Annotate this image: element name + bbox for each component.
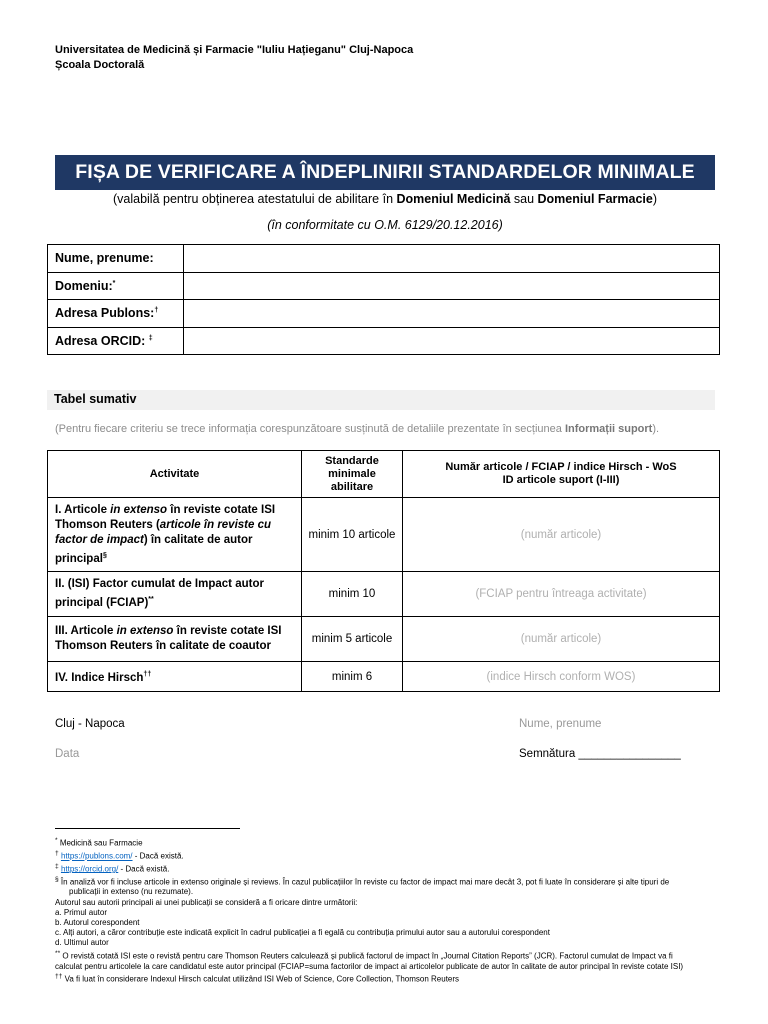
footnote-authors: Autorul sau autorii principali ai unei publicații se consideră a fi oricare dintre următorii:	[55, 897, 358, 907]
field-label-domain	[48, 272, 184, 300]
label-text: Adresa Publons:	[55, 306, 155, 321]
publons-field[interactable]	[184, 300, 720, 328]
table-row	[48, 245, 720, 273]
activity-text: in extenso	[116, 625, 174, 637]
footnote-mark: *	[112, 279, 116, 287]
header-activity: Activitate	[48, 451, 302, 498]
subtitle	[55, 192, 715, 206]
activity-text: I. Articole	[55, 503, 111, 516]
footnote-mark: *	[55, 837, 58, 844]
subtitle-text: sau	[510, 192, 538, 206]
header-standard: Standarde minimale abilitare	[302, 451, 403, 498]
activity-text: in extenso	[110, 503, 168, 516]
footnote-mark: ‡	[148, 334, 153, 342]
footnote-text: Va fi luat în considerare Indexul Hirsch calculat utilizând ISI Web of Science, Core Collection, Thomson Reuters	[62, 974, 460, 984]
footnote-author-b: b. Autorul corespondent	[55, 918, 140, 928]
table-row	[48, 617, 720, 662]
footnote-author-c: c. Alți autori, a căror contribuție este indicată explicit în cadrul publicației a fi egală cu contribuția primului autor sau a autorului corespondent	[55, 928, 550, 938]
activity-cell	[48, 617, 302, 662]
label-text: Adresa ORCID:	[55, 333, 149, 348]
activity-text: II. (ISI) Factor cumulat de Impact autor principal (FCIAP)	[55, 578, 264, 609]
footnote-impact	[55, 949, 717, 962]
footnote-mark: §	[102, 551, 107, 559]
header-value	[403, 451, 720, 498]
standard-cell: minim 10	[302, 572, 403, 617]
signer-name-field[interactable]: Nume, prenume	[519, 718, 602, 730]
activity-text: III. Articole	[55, 625, 117, 637]
value-input-cell[interactable]: (număr articole)	[403, 617, 720, 662]
note-bold-text: Informații suport	[564, 423, 653, 435]
footnote-text: În analiză vor fi incluse articole in extenso originale și reviews. În cazul publicațiilor în reviste cu factor de impact mai mare decât 3, pot fi luate în considerare și alte tipuri de	[58, 877, 670, 887]
footnote-text: - Dacă există.	[118, 864, 170, 874]
note-text: ).	[652, 423, 660, 435]
table-row	[48, 662, 720, 692]
value-input-cell[interactable]: (număr articole)	[403, 498, 720, 572]
publons-link[interactable]: https://publons.com/	[60, 851, 133, 861]
table-row	[48, 498, 720, 572]
value-input-cell[interactable]: (FCIAP pentru întreaga activitate)	[403, 572, 720, 617]
footnote-articles	[55, 875, 717, 888]
standard-cell: minim 5 articole	[302, 617, 403, 662]
footnote-mark: **	[148, 596, 154, 604]
field-label-orcid	[48, 327, 184, 355]
footnote-mark: ††	[55, 972, 63, 980]
footnote-author-a: a. Primul autor	[55, 907, 108, 917]
note-text: (Pentru fiecare criteriu se trece informația corespunzătoare susținută de detaliile prezentate în secțiunea	[55, 423, 565, 435]
footnote-orcid	[55, 862, 717, 875]
document-header	[55, 43, 413, 73]
activity-cell	[48, 662, 302, 692]
footnote-mark: §	[55, 875, 59, 883]
table-row	[48, 272, 720, 300]
section-title: Tabel sumativ	[54, 392, 137, 406]
subtitle-domain-pharmacy: Domeniul Farmacie	[537, 192, 653, 206]
footnotes	[55, 836, 717, 985]
conformity-note: (în conformitate cu O.M. 6129/20.12.2016)	[267, 218, 503, 232]
footnote-text: O revistă cotată ISI este o revistă pentru care Thomson Reuters calculează și publică factorul de impact în „Journal Citation Reports” (JCR). Factorul cumulat de Impact va fi	[60, 951, 673, 961]
activity-text: în reviste cotate ISI Thomson Reuters (	[55, 503, 276, 531]
footnote-mark: **	[55, 949, 61, 957]
footnote-mark: ‡	[55, 862, 59, 870]
activity-text: articole în reviste cu factor de impact	[55, 518, 272, 546]
summary-table	[47, 450, 720, 692]
subtitle-text: )	[652, 192, 658, 206]
standard-cell: minim 6	[302, 662, 403, 692]
footnote-mark: ††	[143, 671, 152, 679]
footnote-articles-cont: publicații in extenso (nu rezumate).	[69, 887, 194, 897]
page-title: FIȘA DE VERIFICARE A ÎNDEPLINIRII STANDARDELOR MINIMALE	[55, 155, 715, 190]
table-row	[48, 572, 720, 617]
identification-table	[47, 244, 720, 355]
name-field[interactable]	[184, 245, 720, 273]
table-row	[48, 327, 720, 355]
header-value-line: Număr articole / FCIAP / indice Hirsch - WoS	[445, 461, 677, 473]
domain-field[interactable]	[184, 272, 720, 300]
footnote-text: - Dacă există.	[132, 851, 184, 861]
activity-text: în reviste cotate ISI Thomson Reuters în calitate de coautor	[55, 625, 282, 652]
signature-field[interactable]: Semnătura ________________	[519, 748, 681, 760]
label-text: Nume, prenume:	[55, 251, 154, 266]
field-label-name	[48, 245, 184, 273]
subtitle-text: (valabilă pentru obținerea atestatului de abilitare în	[112, 192, 397, 206]
activity-cell	[48, 498, 302, 572]
date-field[interactable]: Data	[55, 748, 80, 760]
orcid-field[interactable]	[184, 327, 720, 355]
subtitle-domain-medicine: Domeniul Medicină	[396, 192, 511, 206]
standard-cell: minim 10 articole	[302, 498, 403, 572]
footnote-mark: †	[154, 307, 159, 315]
label-text: Domeniu:	[55, 278, 113, 293]
school-name: Școala Doctorală	[55, 59, 145, 71]
footnote-divider	[55, 828, 240, 829]
header-value-line: ID articole suport (I-III)	[502, 474, 620, 486]
table-header-row	[48, 451, 720, 498]
footnote-mark: †	[55, 849, 59, 857]
footnote-publons	[55, 849, 717, 862]
footnote-domain	[55, 836, 717, 849]
table-row	[48, 300, 720, 328]
footnote-hirsch	[55, 972, 717, 985]
section-note	[55, 423, 659, 435]
footnote-text: Medicină sau Farmacie	[57, 838, 143, 848]
value-input-cell[interactable]: (indice Hirsch conform WOS)	[403, 662, 720, 692]
section-header	[47, 390, 715, 410]
activity-text: IV. Indice Hirsch	[55, 671, 144, 684]
orcid-link[interactable]: https://orcid.org/	[60, 864, 119, 874]
activity-text: ) în calitate de autor principal	[55, 533, 253, 565]
city-label: Cluj - Napoca	[55, 718, 125, 730]
footnote-author-d: d. Ultimul autor	[55, 938, 109, 948]
footnote-impact-cont: calculat pentru articolele la care candidatul este autor principal (FCIAP=suma factorilor de impact ai articolelor publicate de autor în calitate de autor principal în reviste cotate ISI)	[55, 961, 684, 971]
activity-cell	[48, 572, 302, 617]
university-name: Universitatea de Medicină și Farmacie "Iuliu Hațieganu" Cluj-Napoca	[55, 44, 414, 56]
field-label-publons	[48, 300, 184, 328]
